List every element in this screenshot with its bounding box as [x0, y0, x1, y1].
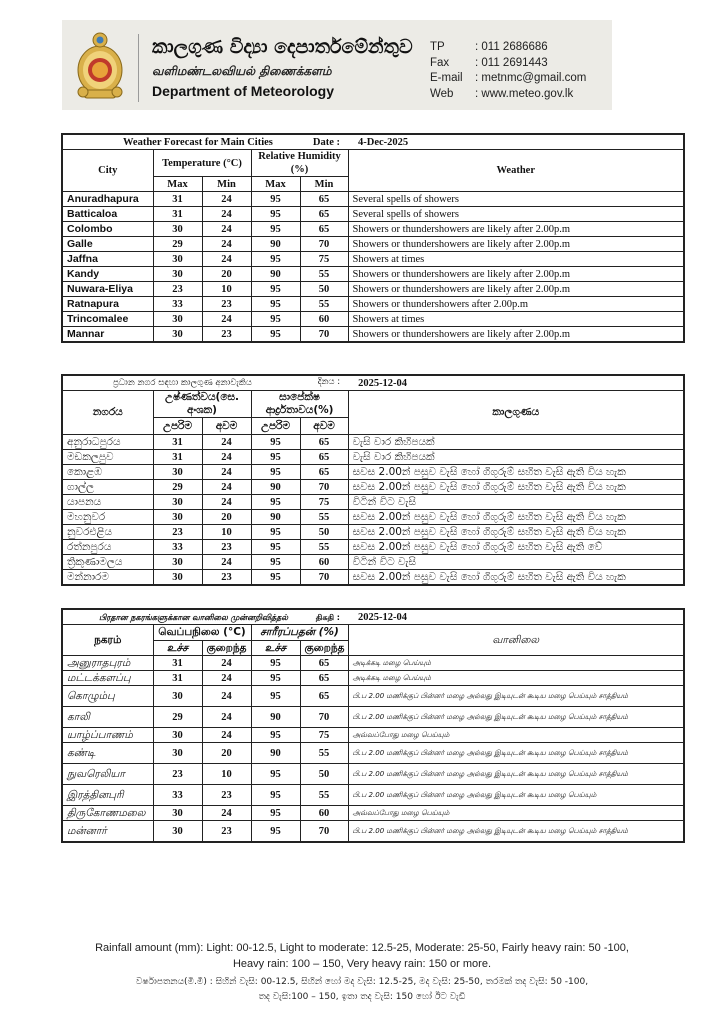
city-cell: Mannar: [62, 327, 153, 343]
temp-min-cell: 23: [202, 785, 251, 806]
humidity-min-cell: 50: [300, 764, 348, 785]
date-value: 4-Dec-2025: [348, 134, 684, 150]
humidity-max-cell: 95: [251, 656, 300, 671]
rainfall-legend-english: Rainfall amount (mm): Light: 00-12.5, Light to moderate: 12.5-25, Moderate: 25-50, Fairly heavy rain: 50 -100, Heavy rain: 100 – 150, Very heavy rain: 150 or more.: [95, 942, 629, 970]
temp-max-cell: 30: [153, 743, 202, 764]
weather-cell: Showers or thundershowers are likely after 2.00p.m: [348, 222, 684, 237]
table-row: [62, 671, 684, 686]
temp-min-cell: 24: [202, 207, 251, 222]
temp-max-cell: 31: [153, 207, 202, 222]
temp-min-cell: 20: [202, 267, 251, 282]
weather-cell: වැසි වාර කිහිපයක්: [348, 450, 684, 465]
temp-max-cell: 30: [153, 728, 202, 743]
weather-cell: සවස 2.00න් පසුව වැසි හෝ ගිගුරුම් සහිත වැසි ඇති විය හැක: [348, 465, 684, 480]
header-city: නගරය: [62, 391, 153, 435]
temp-min-cell: 24: [202, 707, 251, 728]
temp-max-cell: 29: [153, 707, 202, 728]
weather-cell: Showers at times: [348, 312, 684, 327]
humidity-max-cell: 95: [251, 671, 300, 686]
temp-max-cell: 30: [153, 510, 202, 525]
temp-min-cell: 24: [202, 252, 251, 267]
temp-max-cell: 23: [153, 282, 202, 297]
weather-cell: සවස 2.00න් පසුව වැසි හෝ ගිගුරුම් සහිත වැසි ඇති විය හැක: [348, 480, 684, 495]
table-row: [62, 806, 684, 821]
date-label: Date :: [312, 136, 340, 148]
humidity-max-cell: 95: [251, 555, 300, 570]
humidity-min-cell: 65: [300, 192, 348, 207]
humidity-max-cell: 95: [251, 806, 300, 821]
humidity-max-cell: 95: [251, 728, 300, 743]
header-humidity: சாரீரப்பதன் (%): [251, 625, 348, 641]
header-humidity: Relative Humidity (%): [251, 150, 348, 177]
humidity-max-cell: 90: [251, 707, 300, 728]
temp-min-cell: 24: [202, 728, 251, 743]
table-row: [62, 764, 684, 785]
temp-min-cell: 24: [202, 450, 251, 465]
weather-cell: සවස 2.00න් පසුව වැසි හෝ ගිගුරුම් සහිත වැසි ඇති විය හැක: [348, 525, 684, 540]
city-cell: கொழும்பு: [62, 686, 153, 707]
city-cell: Colombo: [62, 222, 153, 237]
temp-max-cell: 33: [153, 785, 202, 806]
forecast-table-english: [61, 133, 685, 343]
table-row: [62, 785, 684, 806]
forecast-table-sinhala: [61, 374, 685, 586]
header-temp-min: குறைந்த: [202, 641, 251, 656]
temp-max-cell: 30: [153, 252, 202, 267]
table-row: [62, 237, 684, 252]
temp-max-cell: 30: [153, 821, 202, 843]
humidity-max-cell: 95: [251, 252, 300, 267]
humidity-min-cell: 60: [300, 806, 348, 821]
temp-max-cell: 30: [153, 570, 202, 586]
header-weather: කාලගුණය: [348, 391, 684, 435]
humidity-max-cell: 95: [251, 327, 300, 343]
temp-min-cell: 10: [202, 282, 251, 297]
weather-cell: அடிக்கடி மழை பெய்யும்: [348, 656, 684, 671]
table-row: [62, 525, 684, 540]
city-cell: Kandy: [62, 267, 153, 282]
city-cell: மட்டக்களப்பு: [62, 671, 153, 686]
humidity-max-cell: 95: [251, 450, 300, 465]
org-name-tamil: வளிமண்டலவியல் திணைக்களம்: [152, 64, 332, 78]
humidity-max-cell: 90: [251, 510, 300, 525]
weather-cell: பி.ப 2.00 மணிக்குப் பின்னர் மழை அல்லது இடியுடன் கூடிய மழை பெய்யும் சாத்தியம்: [348, 707, 684, 728]
humidity-min-cell: 75: [300, 252, 348, 267]
temp-min-cell: 24: [202, 222, 251, 237]
weather-cell: பி.ப 2.00 மணிக்குப் பின்னர் மழை அல்லது இடியுடன் கூடிய மழை பெய்யும் சாத்தியம்: [348, 764, 684, 785]
table-row: [62, 312, 684, 327]
humidity-max-cell: 95: [251, 435, 300, 450]
temp-max-cell: 30: [153, 327, 202, 343]
city-cell: රත්නපුරය: [62, 540, 153, 555]
city-cell: අනුරාධපුරය: [62, 435, 153, 450]
temp-min-cell: 24: [202, 656, 251, 671]
city-cell: கண்டி: [62, 743, 153, 764]
humidity-min-cell: 70: [300, 707, 348, 728]
city-cell: යාපනය: [62, 495, 153, 510]
humidity-min-cell: 70: [300, 237, 348, 252]
header-temperature: Temperature (°C): [153, 150, 251, 177]
header-temp-min: අවම: [202, 418, 251, 435]
temp-max-cell: 30: [153, 267, 202, 282]
table-row: [62, 707, 684, 728]
temp-max-cell: 31: [153, 192, 202, 207]
org-name-english: Department of Meteorology: [152, 83, 335, 99]
humidity-min-cell: 60: [300, 555, 348, 570]
contact-phone: TP : 011 2686686: [430, 41, 548, 53]
table-row: [62, 570, 684, 586]
humidity-min-cell: 65: [300, 207, 348, 222]
table-row: [62, 192, 684, 207]
temp-min-cell: 24: [202, 192, 251, 207]
table-row: [62, 297, 684, 312]
contact-email: E-mail : metnmc@gmail.com: [430, 72, 587, 84]
table-title: Weather Forecast for Main Cities: [123, 136, 273, 148]
weather-cell: Showers or thundershowers are likely after 2.00p.m: [348, 267, 684, 282]
table-row: [62, 821, 684, 843]
city-cell: මන්නාරම: [62, 570, 153, 586]
humidity-max-cell: 95: [251, 785, 300, 806]
temp-min-cell: 24: [202, 312, 251, 327]
humidity-min-cell: 55: [300, 510, 348, 525]
city-cell: Nuwara-Eliya: [62, 282, 153, 297]
table-row: [62, 435, 684, 450]
weather-cell: විටින් විට වැසි: [348, 495, 684, 510]
header-temp-max: උපරිම: [153, 418, 202, 435]
humidity-min-cell: 75: [300, 495, 348, 510]
humidity-max-cell: 95: [251, 192, 300, 207]
humidity-min-cell: 55: [300, 297, 348, 312]
date-value: 2025-12-04: [348, 375, 684, 391]
humidity-max-cell: 95: [251, 222, 300, 237]
weather-cell: Showers or thundershowers are likely after 2.00p.m: [348, 237, 684, 252]
city-cell: Ratnapura: [62, 297, 153, 312]
city-cell: මඩකලපුව: [62, 450, 153, 465]
table-row: [62, 555, 684, 570]
table-title-row: [62, 134, 684, 150]
table-title-row: [62, 375, 684, 391]
table-row: [62, 222, 684, 237]
contact-fax: Fax : 011 2691443: [430, 56, 548, 69]
humidity-min-cell: 65: [300, 465, 348, 480]
header-temp-min: Min: [202, 177, 251, 192]
humidity-max-cell: 95: [251, 465, 300, 480]
letterhead: [62, 20, 612, 110]
table-row: [62, 743, 684, 764]
table-row: [62, 686, 684, 707]
city-cell: ත්‍රිකුණාමලය: [62, 555, 153, 570]
header-hum-min: අවම: [300, 418, 348, 435]
humidity-min-cell: 65: [300, 656, 348, 671]
table-title: பிரதான நகரங்களுக்கான வானிலை முன்னறிவித்தல்: [99, 612, 288, 622]
table-row: [62, 267, 684, 282]
temp-max-cell: 33: [153, 297, 202, 312]
weather-cell: Showers or thundershowers after 2.00p.m: [348, 297, 684, 312]
weather-cell: සවස 2.00න් පසුව වැසි හෝ ගිගුරුම් සහිත වැසි ඇති විය හැක: [348, 510, 684, 525]
city-cell: Trincomalee: [62, 312, 153, 327]
temp-min-cell: 20: [202, 510, 251, 525]
weather-cell: அடிக்கடி மழை பெய்யும்: [348, 671, 684, 686]
humidity-min-cell: 70: [300, 327, 348, 343]
temp-max-cell: 23: [153, 764, 202, 785]
temp-max-cell: 23: [153, 525, 202, 540]
humidity-max-cell: 90: [251, 237, 300, 252]
temp-min-cell: 23: [202, 821, 251, 843]
city-cell: காலி: [62, 707, 153, 728]
humidity-min-cell: 55: [300, 540, 348, 555]
weather-cell: அவ்வப்போது மழை பெய்யும்: [348, 806, 684, 821]
sri-lanka-emblem-icon: [74, 30, 126, 102]
header-weather: Weather: [348, 150, 684, 192]
city-cell: நுவரெலியா: [62, 764, 153, 785]
header-hum-max: Max: [251, 177, 300, 192]
temp-max-cell: 30: [153, 222, 202, 237]
temp-min-cell: 24: [202, 435, 251, 450]
temp-min-cell: 10: [202, 764, 251, 785]
weather-cell: பி.ப 2.00 மணிக்குப் பின்னர் மழை அல்லது இடியுடன் கூடிய மழை பெய்யும் சாத்தியம்: [348, 821, 684, 843]
contact-info: [430, 40, 586, 102]
header-humidity: සාපේක්ෂ ආර්ද්‍රතාවය(%): [251, 391, 348, 418]
humidity-min-cell: 65: [300, 222, 348, 237]
weather-cell: Several spells of showers: [348, 192, 684, 207]
table-row: [62, 480, 684, 495]
humidity-max-cell: 95: [251, 821, 300, 843]
header-city: நகரம்: [62, 625, 153, 656]
humidity-min-cell: 55: [300, 785, 348, 806]
temp-min-cell: 24: [202, 555, 251, 570]
city-cell: කොළඹ: [62, 465, 153, 480]
city-cell: නුවරඑළිය: [62, 525, 153, 540]
weather-cell: Showers or thundershowers are likely after 2.00p.m: [348, 327, 684, 343]
temp-max-cell: 30: [153, 686, 202, 707]
temp-max-cell: 31: [153, 435, 202, 450]
weather-cell: වැසි වාර කිහිපයක්: [348, 435, 684, 450]
humidity-min-cell: 50: [300, 525, 348, 540]
humidity-max-cell: 95: [251, 686, 300, 707]
table-row: [62, 450, 684, 465]
temp-min-cell: 23: [202, 540, 251, 555]
humidity-min-cell: 75: [300, 728, 348, 743]
temp-min-cell: 24: [202, 806, 251, 821]
temp-min-cell: 23: [202, 327, 251, 343]
temp-min-cell: 24: [202, 671, 251, 686]
humidity-min-cell: 65: [300, 450, 348, 465]
humidity-min-cell: 50: [300, 282, 348, 297]
header-temp-max: Max: [153, 177, 202, 192]
temp-max-cell: 30: [153, 312, 202, 327]
table-row: [62, 495, 684, 510]
rainfall-legend-sinhala: වර්ෂාපතනය(මි.මී) : සිහින් වැසි: 00-12.5, සිහින් හෝ මද වැසි: 12.5-25, මද වැසි: 25-50, තරමක් තද වැසි: 50 -100, තද වැසි:100 – 150, ඉතා තද වැසි: 150 හෝ ඊට වැඩි: [135, 977, 589, 1002]
weather-cell: විටින් විට වැසි: [348, 555, 684, 570]
temp-max-cell: 31: [153, 450, 202, 465]
date-label: දිනය :: [317, 377, 341, 387]
temp-max-cell: 29: [153, 480, 202, 495]
weather-cell: Showers or thundershowers are likely after 2.00p.m: [348, 282, 684, 297]
table-row: [62, 252, 684, 267]
temp-min-cell: 24: [202, 480, 251, 495]
city-cell: Jaffna: [62, 252, 153, 267]
humidity-min-cell: 65: [300, 671, 348, 686]
weather-cell: அவ்வப்போது மழை பெய்யும்: [348, 728, 684, 743]
temp-min-cell: 20: [202, 743, 251, 764]
temp-min-cell: 24: [202, 237, 251, 252]
header-temperature: வெப்பநிலை (°C): [153, 625, 251, 641]
humidity-max-cell: 95: [251, 525, 300, 540]
city-cell: Batticaloa: [62, 207, 153, 222]
temp-max-cell: 30: [153, 806, 202, 821]
humidity-min-cell: 55: [300, 267, 348, 282]
city-cell: මහනුවර: [62, 510, 153, 525]
table-row: [62, 327, 684, 343]
temp-min-cell: 24: [202, 686, 251, 707]
temp-max-cell: 30: [153, 465, 202, 480]
table-row: [62, 510, 684, 525]
header-hum-max: උපරිම: [251, 418, 300, 435]
table-row: [62, 656, 684, 671]
temp-max-cell: 31: [153, 656, 202, 671]
table-row: [62, 282, 684, 297]
humidity-max-cell: 95: [251, 207, 300, 222]
city-cell: அனுராதபுரம்: [62, 656, 153, 671]
city-cell: Anuradhapura: [62, 192, 153, 207]
date-label: திகதி :: [315, 612, 341, 622]
header-weather: வானிலை: [348, 625, 684, 656]
temp-min-cell: 10: [202, 525, 251, 540]
city-cell: மன்னார்: [62, 821, 153, 843]
humidity-min-cell: 60: [300, 312, 348, 327]
city-cell: Galle: [62, 237, 153, 252]
temp-max-cell: 31: [153, 671, 202, 686]
weather-cell: සවස 2.00න් පසුව වැසි හෝ ගිගුරුම් සහිත වැසි ඇති විය හැක: [348, 570, 684, 586]
header-temperature: උෂ්ණත්වය(සෙ. අංශක): [153, 391, 251, 418]
contact-web: Web : www.meteo.gov.lk: [430, 87, 574, 100]
temp-min-cell: 24: [202, 465, 251, 480]
humidity-min-cell: 70: [300, 480, 348, 495]
table-row: [62, 207, 684, 222]
humidity-max-cell: 95: [251, 282, 300, 297]
city-cell: ගාල්ල: [62, 480, 153, 495]
header-temp-max: உச்ச: [153, 641, 202, 656]
weather-cell: பி.ப 2.00 மணிக்குப் பின்னர் மழை அல்லது இடியுடன் கூடிய மழை பெய்யும் சாத்தியம்: [348, 743, 684, 764]
temp-max-cell: 29: [153, 237, 202, 252]
forecast-table-tamil: [61, 608, 685, 843]
weather-cell: Showers at times: [348, 252, 684, 267]
temp-max-cell: 30: [153, 555, 202, 570]
humidity-min-cell: 65: [300, 686, 348, 707]
header-city: City: [62, 150, 153, 192]
temp-min-cell: 23: [202, 570, 251, 586]
humidity-max-cell: 95: [251, 540, 300, 555]
weather-cell: සවස 2.00න් පසුව වැසි හෝ ගිගුරුම් සහිත වැසි ඇති වේ: [348, 540, 684, 555]
humidity-max-cell: 90: [251, 267, 300, 282]
date-value: 2025-12-04: [348, 609, 684, 625]
humidity-min-cell: 70: [300, 821, 348, 843]
city-cell: யாழ்ப்பாணம்: [62, 728, 153, 743]
temp-max-cell: 30: [153, 495, 202, 510]
temp-min-cell: 23: [202, 297, 251, 312]
table-title-row: [62, 609, 684, 625]
table-row: [62, 540, 684, 555]
temp-min-cell: 24: [202, 495, 251, 510]
humidity-min-cell: 70: [300, 570, 348, 586]
weather-cell: பி.ப 2.00 மணிக்குப் பின்னர் மழை அல்லது இடியுடன் கூடிய மழை பெய்யும்: [348, 785, 684, 806]
weather-cell: Several spells of showers: [348, 207, 684, 222]
humidity-max-cell: 90: [251, 743, 300, 764]
humidity-max-cell: 90: [251, 480, 300, 495]
humidity-max-cell: 95: [251, 297, 300, 312]
humidity-min-cell: 65: [300, 435, 348, 450]
header-hum-min: Min: [300, 177, 348, 192]
org-name-sinhala: කාලගුණ විද්‍යා දෙපාර්තමේන්තුව: [152, 36, 413, 58]
humidity-max-cell: 95: [251, 570, 300, 586]
table-row: [62, 728, 684, 743]
humidity-min-cell: 55: [300, 743, 348, 764]
humidity-max-cell: 95: [251, 764, 300, 785]
humidity-max-cell: 95: [251, 312, 300, 327]
temp-max-cell: 33: [153, 540, 202, 555]
table-title: ප්‍රධාන නගර සඳහා කාලගුණ අනාවැකිය: [113, 378, 252, 388]
letterhead-divider: [138, 34, 139, 102]
header-hum-min: குறைந்த: [300, 641, 348, 656]
header-hum-max: உச்ச: [251, 641, 300, 656]
city-cell: திருகோணமலை: [62, 806, 153, 821]
table-row: [62, 465, 684, 480]
humidity-max-cell: 95: [251, 495, 300, 510]
city-cell: இரத்தினபுரி: [62, 785, 153, 806]
weather-cell: பி.ப 2.00 மணிக்குப் பின்னர் மழை அல்லது இடியுடன் கூடிய மழை பெய்யும் சாத்தியம்: [348, 686, 684, 707]
